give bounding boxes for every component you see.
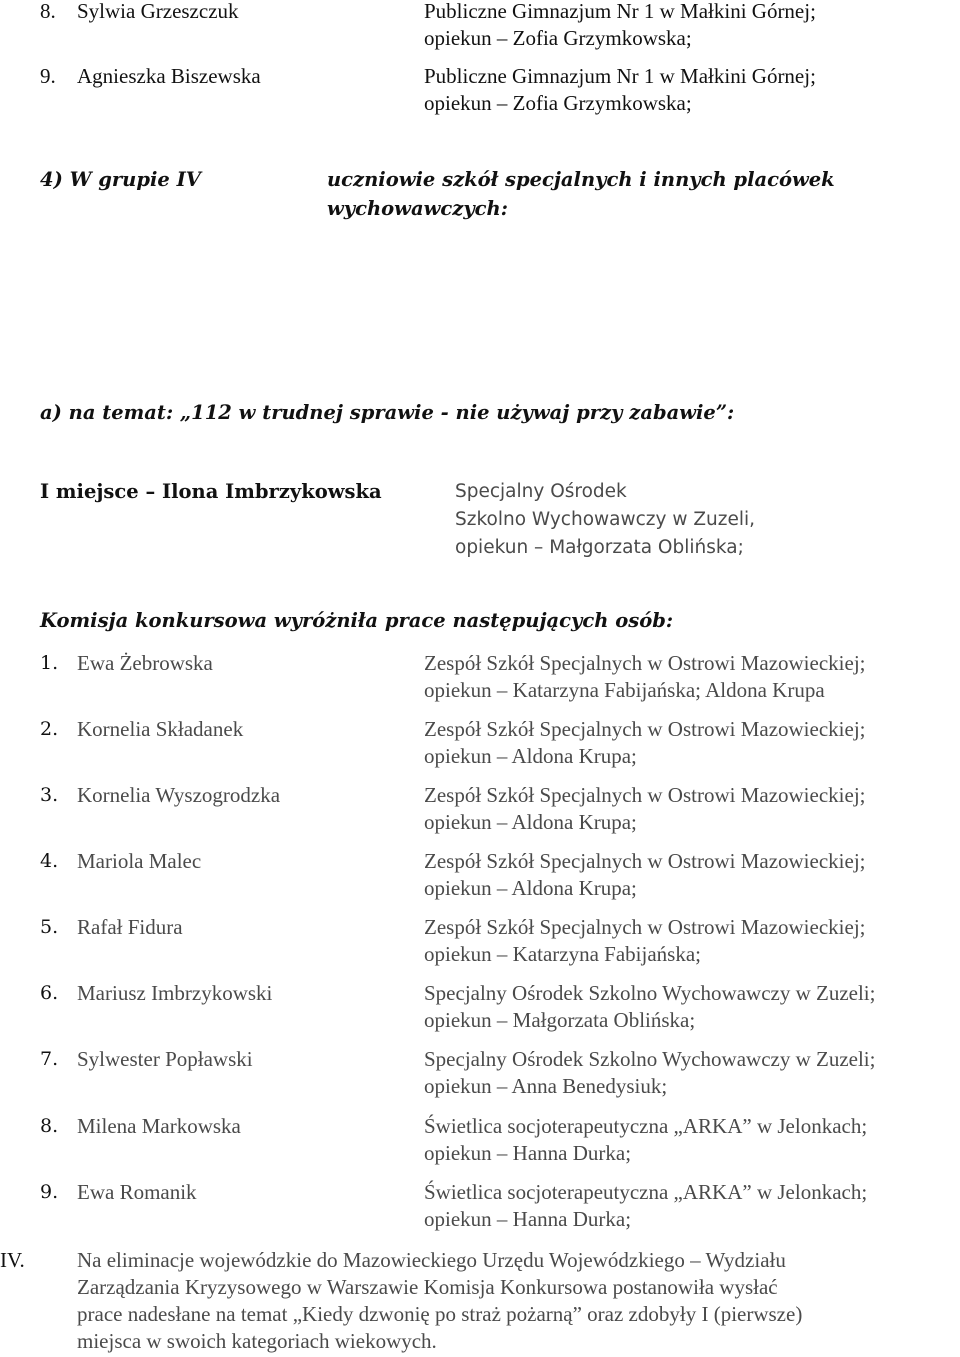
student-name: Sylwia Grzeszczuk (77, 0, 239, 23)
school-name: Publiczne Gimnazjum Nr 1 w Małkini Górnej; (424, 0, 816, 23)
guardian-name: opiekun – Katarzyna Fabijańska; (424, 942, 701, 966)
student-name: Milena Markowska (77, 1114, 241, 1138)
school-name: Publiczne Gimnazjum Nr 1 w Małkini Górnej; (424, 64, 816, 88)
first-place-school: Specjalny Ośrodek (455, 481, 627, 502)
group-description-cont: wychowawczych: (327, 197, 508, 220)
topic-heading: a) na temat: „112 w trudnej sprawie - nie używaj przy zabawie”: (40, 401, 735, 424)
student-name: Rafał Fidura (77, 915, 183, 939)
list-number: 8. (40, 0, 56, 23)
guardian-name: opiekun – Aldona Krupa; (424, 810, 637, 834)
distinction-heading: Komisja konkursowa wyróżniła prace następujących osób: (40, 609, 674, 632)
student-name: Mariola Malec (77, 849, 202, 873)
guardian-name: opiekun – Aldona Krupa; (424, 876, 637, 900)
student-name: Ewa Żebrowska (77, 651, 213, 675)
first-place-label: I miejsce – Ilona Imbrzykowska (40, 480, 382, 503)
guardian-name: opiekun – Aldona Krupa; (424, 744, 637, 768)
list-number: 9. (40, 64, 56, 88)
student-name: Mariusz Imbrzykowski (77, 981, 273, 1005)
first-place-guardian: opiekun – Małgorzata Oblińska; (455, 537, 744, 558)
student-name: Kornelia Składanek (77, 717, 244, 741)
student-name: Sylwester Popławski (77, 1047, 253, 1071)
list-number: 3. (40, 784, 59, 806)
group-description: uczniowie szkół specjalnych i innych placówek (327, 168, 835, 191)
student-name: Kornelia Wyszogrodzka (77, 783, 281, 807)
list-number: 2. (40, 718, 59, 740)
student-name: Agnieszka Biszewska (77, 64, 261, 88)
list-number: 8. (40, 1115, 59, 1137)
school-name: Zespół Szkół Specjalnych w Ostrowi Mazowieckiej; (424, 849, 866, 873)
list-number: 1. (40, 652, 59, 674)
group-label: 4) W grupie IV (40, 168, 201, 191)
school-name: Specjalny Ośrodek Szkolno Wychowawczy w Zuzeli; (424, 1047, 876, 1071)
guardian-name: opiekun – Hanna Durka; (424, 1207, 632, 1231)
guardian-name: opiekun – Zofia Grzymkowska; (424, 26, 692, 50)
guardian-name: opiekun – Zofia Grzymkowska; (424, 91, 692, 115)
school-name: Specjalny Ośrodek Szkolno Wychowawczy w Zuzeli; (424, 981, 876, 1005)
section-paragraph-line: Zarządzania Kryzysowego w Warszawie Komisja Konkursowa postanowiła wysłać (77, 1275, 778, 1299)
section-paragraph-line: Na eliminacje wojewódzkie do Mazowieckiego Urzędu Wojewódzkiego – Wydziału (77, 1248, 786, 1272)
guardian-name: opiekun – Małgorzata Oblińska; (424, 1008, 696, 1032)
section-paragraph-line: prace nadesłane na temat „Kiedy dzwonię po straż pożarną” oraz zdobyły I (pierwsze) (77, 1302, 803, 1326)
guardian-name: opiekun – Hanna Durka; (424, 1141, 632, 1165)
school-name: Zespół Szkół Specjalnych w Ostrowi Mazowieckiej; (424, 915, 866, 939)
student-name: Ewa Romanik (77, 1180, 197, 1204)
list-number: 6. (40, 982, 59, 1004)
school-name: Zespół Szkół Specjalnych w Ostrowi Mazowieckiej; (424, 651, 866, 675)
list-number: 7. (40, 1048, 59, 1070)
list-number: 9. (40, 1181, 59, 1203)
school-name: Świetlica socjoterapeutyczna „ARKA” w Jelonkach; (424, 1180, 868, 1204)
section-numeral: IV. (0, 1248, 25, 1272)
list-number: 4. (40, 850, 59, 872)
first-place-school-cont: Szkolno Wychowawczy w Zuzeli, (455, 509, 755, 530)
school-name: Zespół Szkół Specjalnych w Ostrowi Mazowieckiej; (424, 783, 866, 807)
school-name: Świetlica socjoterapeutyczna „ARKA” w Jelonkach; (424, 1114, 868, 1138)
guardian-name: opiekun – Katarzyna Fabijańska; Aldona Krupa (424, 678, 825, 702)
school-name: Zespół Szkół Specjalnych w Ostrowi Mazowieckiej; (424, 717, 866, 741)
list-number: 5. (40, 916, 59, 938)
guardian-name: opiekun – Anna Benedysiuk; (424, 1074, 668, 1098)
section-paragraph-line: miejsca w swoich kategoriach wiekowych. (77, 1329, 437, 1353)
